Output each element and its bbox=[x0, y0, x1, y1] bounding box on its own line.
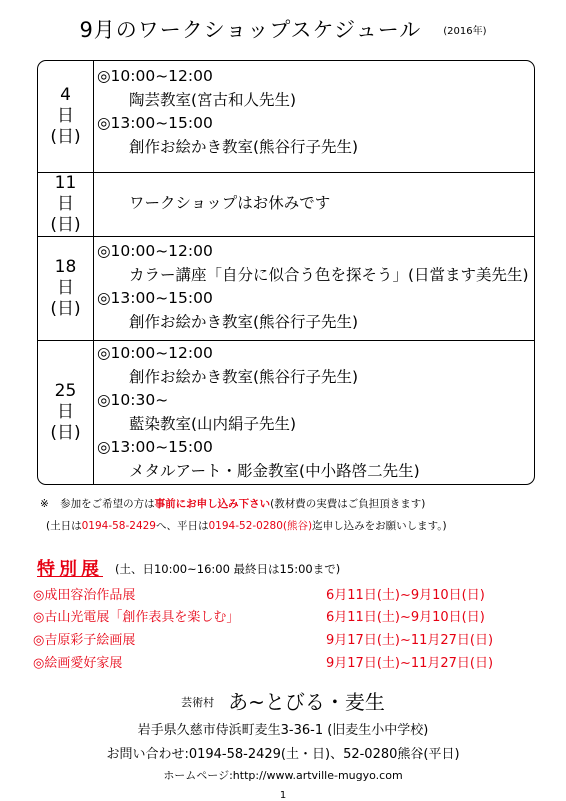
date-day: 11 bbox=[54, 172, 77, 193]
homepage-link[interactable]: ホームページ:http://www.artville-mugyo.com bbox=[163, 769, 403, 782]
special-heading: 特別展 bbox=[37, 559, 103, 580]
brand-name bbox=[0, 686, 566, 715]
note-text: 参加をご希望の方は bbox=[60, 498, 155, 510]
date-label: 日 bbox=[57, 106, 74, 126]
date-label: 日 bbox=[57, 277, 74, 298]
date-cell bbox=[38, 172, 94, 236]
session-time: ◎13:00~15:00 bbox=[97, 289, 213, 307]
date-day: 4 bbox=[60, 85, 71, 105]
exhibition-name: ◎絵画愛好家展 bbox=[33, 656, 123, 671]
schedule-row-11 bbox=[38, 172, 534, 237]
date-label: 日 bbox=[57, 401, 74, 422]
session-list bbox=[97, 342, 530, 483]
exhibition-dates: 9月17日(土)~11月27日(日) bbox=[326, 656, 494, 671]
exhibition-dates: 6月11日(土)~9月10日(日) bbox=[326, 610, 485, 625]
schedule-row-18 bbox=[38, 236, 534, 341]
closed-notice: ワークショップはお休みです bbox=[129, 194, 331, 212]
date-day: 25 bbox=[54, 380, 77, 401]
exhibition-dates: 6月11日(土)~9月10日(日) bbox=[326, 588, 485, 603]
date-label: 日 bbox=[57, 193, 74, 214]
date-weekday: (日) bbox=[50, 298, 81, 319]
session-desc: 創作お絵かき教室(熊谷行子先生) bbox=[129, 367, 359, 386]
note2-a: (土日は bbox=[46, 520, 82, 532]
contact-note bbox=[46, 518, 447, 533]
date-weekday: (日) bbox=[50, 422, 81, 443]
date-cell bbox=[38, 61, 94, 172]
session-time: ◎10:00~12:00 bbox=[97, 344, 213, 362]
booking-note bbox=[40, 496, 425, 511]
exhibition-name: ◎成田容治作品展 bbox=[33, 588, 136, 603]
schedule-row-4 bbox=[38, 61, 534, 173]
note-text-post: (教材費の実費はご負担頂きます) bbox=[270, 498, 426, 510]
session-time: ◎10:00~12:00 bbox=[97, 67, 213, 85]
contact-info: お問い合わせ:0194-58-2429(土・日)、52-0280熊谷(平日) bbox=[106, 747, 460, 762]
session-desc: カラー講座「自分に似合う色を探そう」(日當ます美先生) bbox=[129, 265, 529, 284]
session-desc: 陶芸教室(宮古和人先生) bbox=[129, 90, 297, 109]
date-cell bbox=[38, 236, 94, 340]
page-title bbox=[0, 14, 566, 44]
schedule-table bbox=[37, 60, 535, 485]
session-time: ◎13:00~15:00 bbox=[97, 114, 213, 132]
page-number: 1 bbox=[279, 790, 287, 801]
session-desc: メタルアート・彫金教室(中小路啓二先生) bbox=[129, 461, 420, 480]
session-time: ◎10:00~12:00 bbox=[97, 242, 213, 260]
date-cell bbox=[38, 340, 94, 484]
session-desc: 創作お絵かき教室(熊谷行子先生) bbox=[129, 137, 359, 156]
special-exhibition-header bbox=[37, 555, 340, 581]
brand-prefix: 芸術村 bbox=[181, 696, 215, 709]
tel-weekday: 0194-52-0280(熊谷) bbox=[208, 520, 313, 532]
session-desc: 創作お絵かき教室(熊谷行子先生) bbox=[129, 312, 359, 331]
date-weekday: (日) bbox=[50, 214, 81, 235]
exhibition-dates: 9月17日(土)~11月27日(日) bbox=[326, 633, 494, 648]
session-list bbox=[97, 65, 530, 159]
session-desc: 藍染教室(山内絹子先生) bbox=[129, 414, 297, 433]
session-time: ◎13:00~15:00 bbox=[97, 438, 213, 456]
note-emphasis: 事前にお申し込み下さい bbox=[154, 498, 271, 510]
brand-text: あ~とびる・麦生 bbox=[228, 690, 385, 714]
title-year: (2016年) bbox=[443, 26, 487, 37]
note-mark: ※ bbox=[40, 498, 49, 510]
schedule-row-25 bbox=[38, 340, 534, 484]
date-weekday: (日) bbox=[50, 127, 81, 147]
session-time: ◎10:30~ bbox=[97, 391, 169, 409]
session-list bbox=[97, 192, 530, 216]
title-text: 9月のワークショップスケジュール bbox=[79, 18, 422, 42]
note2-c: 迄申し込みをお願いします。) bbox=[312, 520, 447, 532]
note2-b: へ、平日は bbox=[156, 520, 209, 532]
address: 岩手県久慈市侍浜町麦生3-36-1 (旧麦生小中学校) bbox=[137, 723, 429, 738]
date-day: 18 bbox=[54, 256, 77, 277]
special-hours: (土、日10:00~16:00 最終日は15:00まで) bbox=[115, 562, 341, 576]
exhibition-name: ◎古山光電展「創作表具を楽しむ」 bbox=[33, 610, 240, 625]
exhibition-name: ◎吉原彩子絵画展 bbox=[33, 633, 136, 648]
session-list bbox=[97, 240, 530, 334]
tel-weekend: 0194-58-2429 bbox=[81, 520, 156, 532]
